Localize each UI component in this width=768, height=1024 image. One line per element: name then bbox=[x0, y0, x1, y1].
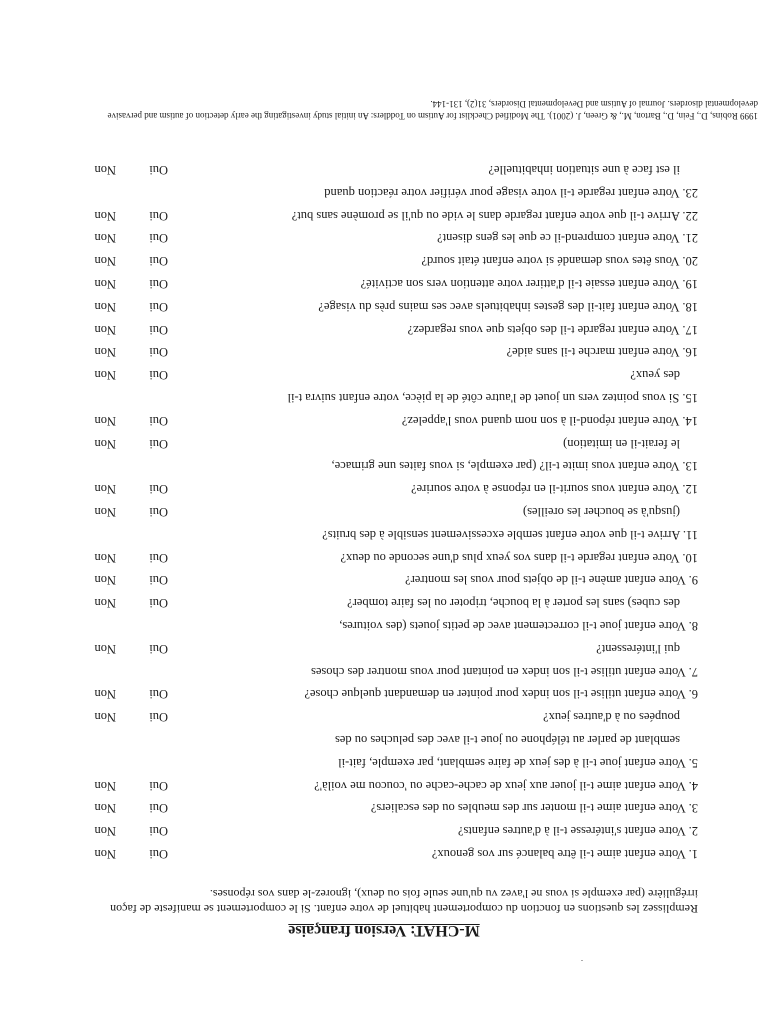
answer-non[interactable]: Non bbox=[94, 322, 116, 337]
question-text: 2. Votre enfant s'intéresse t-il à d'autres enfants? bbox=[457, 824, 698, 839]
question-continuation-text: (jusqu'à se boucher les oreilles) bbox=[522, 505, 680, 519]
answer-oui[interactable]: Oui bbox=[149, 345, 168, 360]
answer-non[interactable]: Non bbox=[94, 413, 116, 428]
question-text: 4. Votre enfant aime t-il jouer aux jeux de cache-cache ou 'coucou me voilà'? bbox=[314, 778, 698, 793]
question-continuation-text: poupées ou à d'autres jeux? bbox=[543, 710, 680, 725]
answer-non[interactable]: Non bbox=[94, 163, 116, 177]
answer-non[interactable]: Non bbox=[94, 687, 116, 702]
answer-non[interactable]: Non bbox=[94, 641, 116, 656]
question-text: 3. Votre enfant aime t-il monter sur des meubles ou des escaliers? bbox=[370, 801, 698, 816]
question-continuation-text: des yeux? bbox=[630, 368, 680, 383]
question-text: 21. Votre enfant comprend-il ce que les gens disent? bbox=[437, 231, 698, 246]
answer-non[interactable]: Non bbox=[94, 231, 116, 246]
question-text: 23. Votre enfant regarde t-il votre visage pour vérifier votre réaction quand bbox=[324, 185, 698, 200]
answer-non[interactable]: Non bbox=[94, 505, 116, 519]
question-text: 18. Votre enfant fait-il des gestes inhabituels avec ses mains près du visage? bbox=[318, 299, 698, 314]
answer-oui[interactable]: Oui bbox=[149, 596, 168, 611]
answer-non[interactable]: Non bbox=[94, 299, 116, 314]
scan-dot: . bbox=[581, 958, 583, 967]
answer-non[interactable]: Non bbox=[94, 550, 116, 565]
question-text: 11. Arrive t-il que votre enfant semble excessivement sensible à des bruits? bbox=[322, 527, 698, 542]
answer-non[interactable]: Non bbox=[94, 710, 116, 725]
answer-non[interactable]: Non bbox=[94, 345, 116, 360]
answer-oui[interactable]: Oui bbox=[149, 778, 168, 793]
question-text: 15. Si vous pointez vers un jouet de l'autre côté de la pièce, votre enfant suivra t-il bbox=[287, 391, 698, 405]
answer-non[interactable]: Non bbox=[94, 573, 116, 588]
answer-oui[interactable]: Oui bbox=[149, 641, 168, 656]
reference-citation: 1999 Robins, D., Fein, D., Barton, M., & Green, J. (2001). The Modified Checklist for Autism on Toddlers: An initial study investigating the early detection of autism and pervasive developmental disorders. Journal of Autism and Developmental Disorders, 31(2), 131-144. bbox=[107, 99, 758, 121]
answer-oui[interactable]: Oui bbox=[149, 550, 168, 565]
answer-non[interactable]: Non bbox=[94, 436, 116, 451]
question-text: 22. Arrive t-il que votre enfant regarde dans le vide ou qu'il se promène sans but? bbox=[291, 208, 698, 223]
question-text: 7. Votre enfant utilise t-il son index en pointant pour vous montrer des choses bbox=[311, 664, 698, 679]
page-title: M-CHAT: Version française bbox=[288, 922, 480, 939]
answer-non[interactable]: Non bbox=[94, 208, 116, 223]
question-text: 6. Votre enfant utilise t-il son index pour pointer en demandant quelque chose? bbox=[304, 687, 698, 702]
answer-oui[interactable]: Oui bbox=[149, 413, 168, 428]
question-text: 5. Votre enfant joue t-il à des jeux de faire semblant, par exemple, fait-il bbox=[338, 755, 698, 770]
answer-non[interactable]: Non bbox=[94, 482, 116, 497]
answer-oui[interactable]: Oui bbox=[149, 208, 168, 223]
answer-oui[interactable]: Oui bbox=[149, 505, 168, 519]
question-continuation-text: des cubes) sans les porter à la bouche, tripoter ou les faire tomber? bbox=[347, 596, 680, 611]
answer-non[interactable]: Non bbox=[94, 277, 116, 291]
question-text: 8. Votre enfant joue t-il correctement avec de petits jouets (des voitures, bbox=[339, 619, 698, 633]
question-text: 19. Votre enfant essaie t-il d'attirer votre attention vers son activité? bbox=[360, 277, 698, 291]
answer-oui[interactable]: Oui bbox=[149, 687, 168, 702]
question-continuation-text: qui l'intéressent? bbox=[596, 641, 680, 656]
answer-oui[interactable]: Oui bbox=[149, 824, 168, 839]
question-text: 9. Votre enfant amène t-il de objets pour vous les montrer? bbox=[405, 573, 698, 588]
answer-oui[interactable]: Oui bbox=[149, 322, 168, 337]
answer-oui[interactable]: Oui bbox=[149, 710, 168, 725]
answer-oui[interactable]: Oui bbox=[149, 801, 168, 816]
answer-oui[interactable]: Oui bbox=[149, 482, 168, 497]
question-text: 17. Votre enfant regarde t-il des objets que vous regardez? bbox=[407, 322, 698, 337]
answer-oui[interactable]: Oui bbox=[149, 847, 168, 861]
answer-non[interactable]: Non bbox=[94, 824, 116, 839]
question-text: 16. Votre enfant marche t-il sans aide? bbox=[506, 345, 698, 360]
question-continuation-text: le ferait-il en imitation) bbox=[563, 436, 680, 451]
question-text: 1. Votre enfant aime t-il être balancé sur vos genoux? bbox=[431, 847, 698, 861]
question-text: 13. Votre enfant vous imite t-il? (par exemple, si vous faites une grimace, bbox=[331, 459, 698, 474]
answer-oui[interactable]: Oui bbox=[149, 573, 168, 588]
answer-non[interactable]: Non bbox=[94, 596, 116, 611]
answer-oui[interactable]: Oui bbox=[149, 299, 168, 314]
answer-oui[interactable]: Oui bbox=[149, 163, 168, 177]
answer-oui[interactable]: Oui bbox=[149, 368, 168, 383]
question-text: 12. Votre enfant vous sourit-il en réponse à votre sourire? bbox=[411, 482, 698, 497]
answer-non[interactable]: Non bbox=[94, 801, 116, 816]
answer-oui[interactable]: Oui bbox=[149, 254, 168, 269]
question-continuation-text: il est face à une situation inhabituelle? bbox=[488, 163, 680, 177]
question-text: 20. Vous êtes vous demandé si votre enfant était sourd? bbox=[421, 254, 698, 269]
answer-non[interactable]: Non bbox=[94, 368, 116, 383]
answer-non[interactable]: Non bbox=[94, 778, 116, 793]
answer-oui[interactable]: Oui bbox=[149, 436, 168, 451]
answer-non[interactable]: Non bbox=[94, 254, 116, 269]
question-text: 14. Votre enfant répond-il à son nom quand vous l'appelez? bbox=[401, 413, 698, 428]
answer-oui[interactable]: Oui bbox=[149, 277, 168, 291]
question-text: 10. Votre enfant regarde t-il dans vos yeux plus d'une seconde ou deux? bbox=[340, 550, 698, 565]
question-continuation-text: semblant de parler au téléphone ou joue t-il avec des peluches ou des bbox=[334, 733, 680, 747]
instructions: Remplissez les questions en fonction du comportement habituel de votre enfant. Si le comportement se manifeste de façon irrégulière (par exemple si vous ne l'avez vu qu'une seule fois ou deux), ignorez-le dans vos réponses. bbox=[110, 887, 698, 916]
answer-non[interactable]: Non bbox=[94, 847, 116, 861]
answer-oui[interactable]: Oui bbox=[149, 231, 168, 246]
